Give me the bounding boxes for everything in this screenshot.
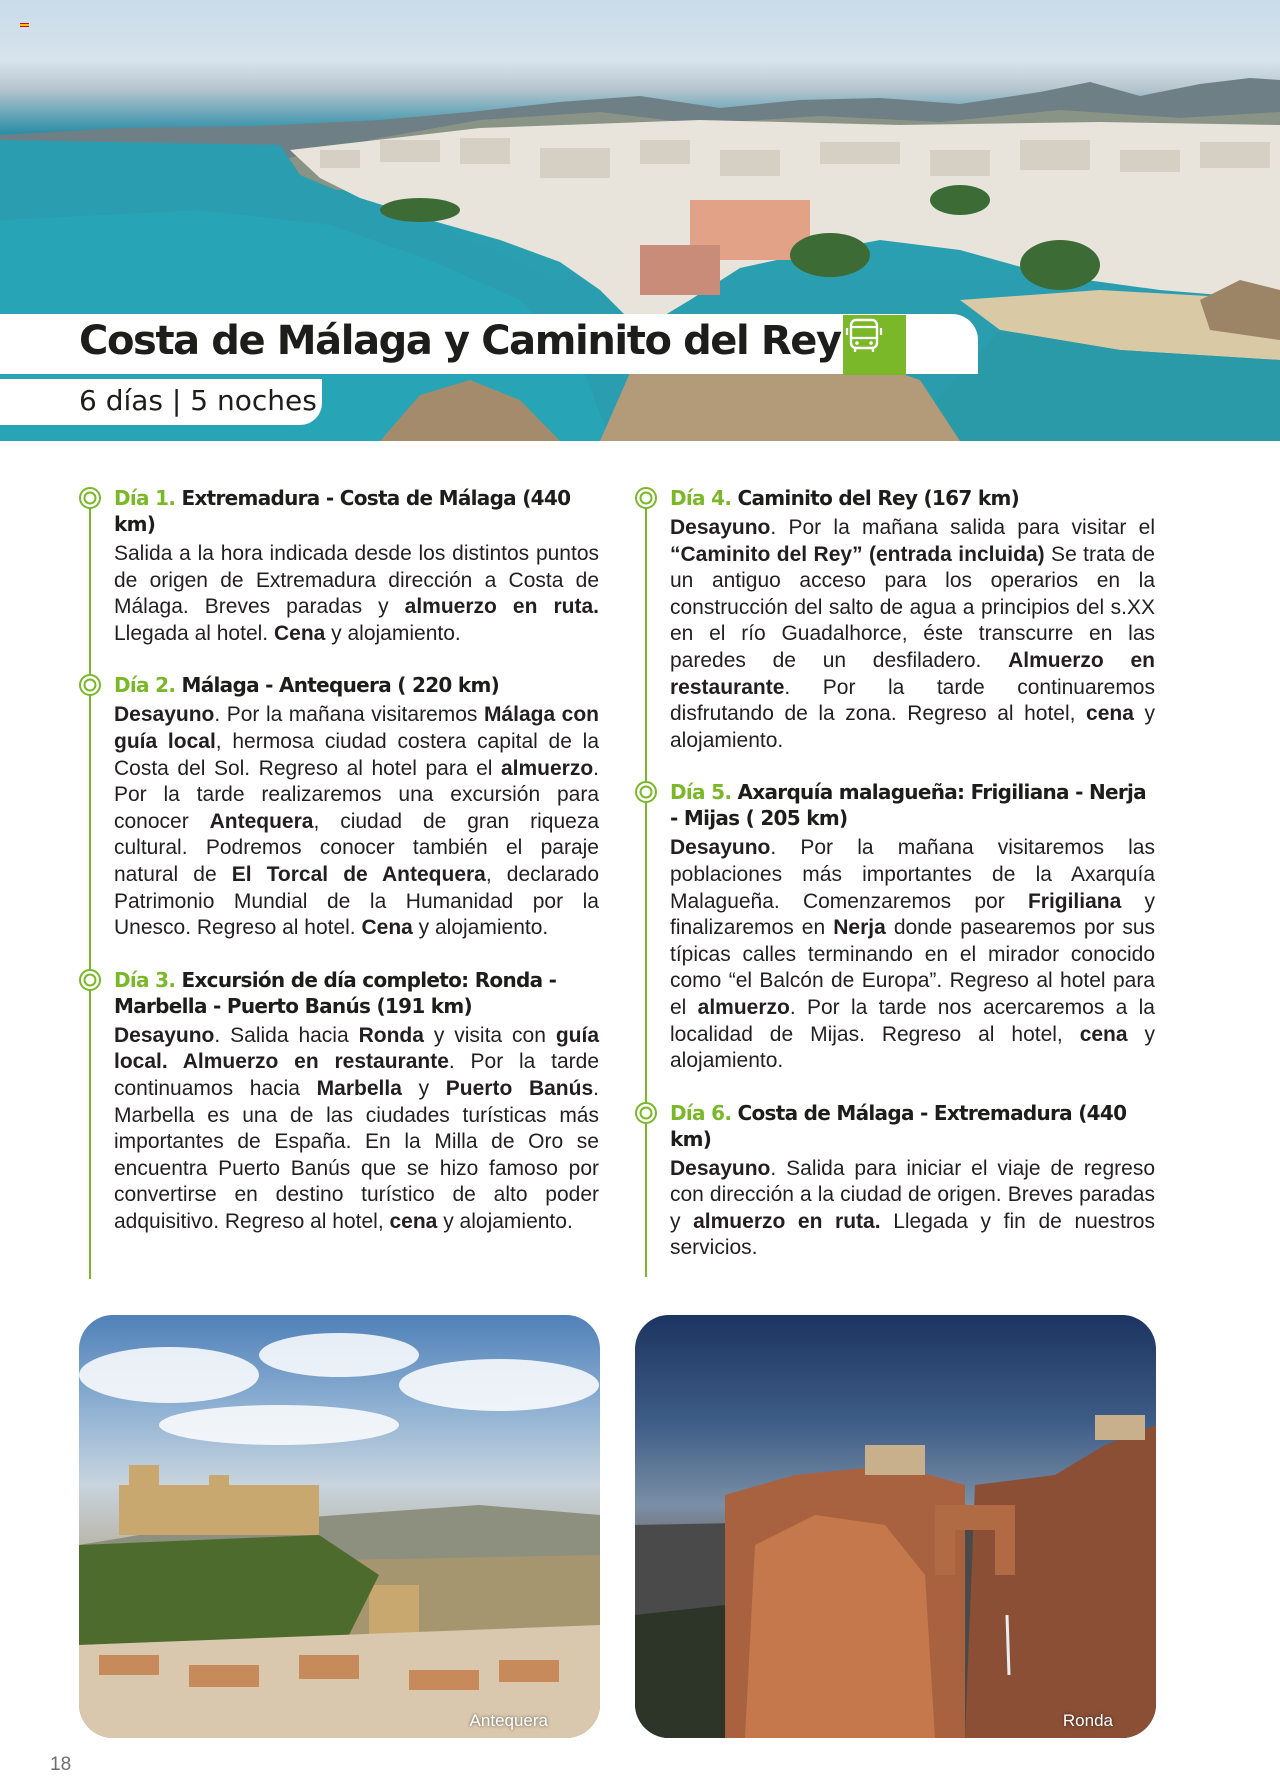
day-title: Extremadura - Costa de Málaga (440 km) [114, 486, 571, 536]
highlight-text: Cena [361, 916, 413, 940]
day-heading [114, 967, 599, 1019]
body-text: , ciudad de gran riqueza cultural. Podremos conocer también el paraje natural de [114, 809, 600, 886]
itinerary-column-left [79, 485, 599, 1263]
day-heading [670, 779, 1155, 831]
body-text: y visita con [423, 1023, 556, 1047]
day-number: Día 2. [114, 673, 176, 698]
highlight-text: “Caminito del Rey” (entrada incluida) [670, 542, 1045, 566]
body-text: . Por la mañana visitaremos [214, 703, 484, 727]
body-text: . Por la mañana salida para visitar el [770, 516, 1155, 539]
day-description [114, 702, 599, 941]
timeline-marker-icon [79, 674, 101, 696]
body-text: Se trata de un antiguo acceso para los operarios en la construcción del salto de agua a principios del s.XX en el río Guadalhorce, éste transcurre en las paredes de un desfiladero. [670, 542, 1155, 672]
highlight-text: Frigiliana [1027, 889, 1122, 913]
body-text: y finalizaremos en [670, 889, 1155, 940]
day-1 [79, 485, 599, 647]
highlight-text: cena [1079, 1022, 1128, 1046]
timeline-marker-icon [635, 487, 657, 509]
highlight-text: Cena [273, 621, 326, 645]
day-3 [79, 967, 599, 1236]
body-text: y alojamiento. [437, 1209, 573, 1233]
body-text: Salida a la hora indicada desde los distintos puntos de origen de Extremadura dirección a Costa de Málaga. Breves paradas y [114, 542, 599, 619]
day-title: Caminito del Rey (167 km) [737, 486, 1020, 510]
spain-flag-icon [20, 23, 29, 28]
body-text: donde pasearemos por sus típicas calles terminando en el mirador conocido como “el Balcón de Europa”. Regreso al hotel para el [670, 916, 1156, 1019]
body-text: . Por la tarde realizaremos una excursión para conocer [114, 756, 599, 833]
body-text: . Salida hacia [214, 1023, 359, 1047]
highlight-text: Desayuno [670, 516, 771, 539]
day-number: Día 4. [670, 486, 732, 510]
highlight-text: El Torcal de Antequera [231, 862, 486, 886]
day-description [114, 1023, 599, 1236]
bus-icon [843, 315, 885, 357]
highlight-text: almuerzo [697, 995, 790, 1019]
day-description [670, 515, 1155, 754]
day-heading [114, 672, 599, 698]
photo-caption: Antequera [469, 1711, 548, 1730]
highlight-text: Ronda [358, 1023, 424, 1047]
body-text: . Por la tarde continuamos hacia [114, 1050, 599, 1100]
body-text: Llegada al hotel. [114, 621, 274, 645]
body-text: y alojamiento. [412, 916, 549, 940]
highlight-text: almuerzo [500, 756, 594, 780]
page-number: 18 [50, 1754, 72, 1775]
day-description [670, 1156, 1155, 1262]
day-5 [635, 779, 1155, 1074]
timeline-marker-icon [79, 487, 101, 509]
body-text: , hermosa ciudad costera capital de la Costa del Sol. Regreso al hotel para el [114, 729, 599, 780]
photo-caption: Ronda [1062, 1711, 1113, 1730]
day-number: Día 1. [114, 486, 176, 510]
body-text: , declarado Patrimonio Mundial de la Humanidad por la Unesco. Regreso al hotel. [114, 862, 600, 940]
day-number: Día 6. [670, 1100, 732, 1125]
timeline-marker-icon [79, 969, 101, 991]
day-2 [79, 672, 599, 941]
ronda-illustration [635, 1315, 1156, 1738]
day-number: Día 3. [114, 967, 176, 992]
body-text: Llegada y fin de nuestros servicios. [670, 1209, 1155, 1260]
timeline-marker-icon [635, 1102, 657, 1124]
day-6 [635, 1100, 1155, 1262]
bus-badge [843, 315, 906, 375]
day-title: Costa de Málaga - Extremadura (440 km) [670, 1100, 1127, 1151]
highlight-text: almuerzo en ruta. [404, 595, 599, 619]
day-title: Málaga - Antequera ( 220 km) [181, 673, 500, 698]
highlight-text: cena [389, 1209, 438, 1233]
highlight-text: Desayuno [670, 836, 771, 860]
body-text: . Por la tarde continuaremos disfrutando de la zona. Regreso al hotel, [670, 675, 1155, 726]
ronda-photo [635, 1315, 1156, 1738]
highlight-text: Málaga con guía local [114, 703, 599, 753]
highlight-text: Marbella [316, 1076, 402, 1100]
page-title: Costa de Málaga y Caminito del Rey [79, 318, 841, 364]
body-text: y alojamiento. [670, 702, 1155, 752]
highlight-text: Puerto Banús [445, 1076, 594, 1100]
itinerary-column-right [635, 485, 1155, 1263]
body-text: . Marbella es una de las ciudades turísticas más importantes de España. En la Milla de Oro se encuentra Puerto Banús que se hizo famoso por convertirse en destino turístico de alto poder adquisitivo. Regreso al hotel, [114, 1076, 599, 1233]
body-text: . Por la tarde nos acercaremos a la localidad de Mijas. Regreso al hotel, [670, 995, 1155, 1046]
day-heading [670, 485, 1155, 511]
body-text: y alojamiento. [670, 1022, 1155, 1073]
highlight-text: Desayuno [114, 1023, 215, 1047]
day-description [114, 541, 599, 647]
coastal-town-illustration [0, 0, 1280, 441]
day-description [670, 835, 1155, 1074]
day-heading [114, 485, 599, 537]
antequera-illustration [79, 1315, 600, 1738]
timeline-marker-icon [635, 781, 657, 803]
body-text: . Salida para iniciar el viaje de regreso con dirección a la ciudad de origen. Breves paradas y [670, 1156, 1155, 1233]
body-text: . Por la mañana visitaremos las poblaciones más importantes de la Axarquía Malagueña. Comenzaremos por [670, 836, 1155, 913]
page-subtitle: 6 días | 5 noches [79, 384, 317, 417]
highlight-text: guía local. Almuerzo en restaurante [114, 1023, 599, 1074]
highlight-text: almuerzo en ruta. [693, 1209, 881, 1233]
day-title: Excursión de día completo: Ronda - Marbella - Puerto Banús (191 km) [114, 967, 557, 1018]
body-text: y [401, 1076, 446, 1100]
highlight-text: Antequera [209, 809, 314, 833]
highlight-text: cena [1086, 702, 1134, 726]
highlight-text: Desayuno [670, 1156, 771, 1180]
highlight-text: Desayuno [114, 703, 215, 727]
day-4 [635, 485, 1155, 754]
body-text: y alojamiento. [325, 621, 461, 645]
day-number: Día 5. [670, 780, 732, 805]
highlight-text: Almuerzo en restaurante [670, 648, 1155, 699]
day-heading [670, 1100, 1155, 1152]
hero-image [0, 0, 1280, 441]
day-title: Axarquía malagueña: Frigiliana - Nerja - Mijas ( 205 km) [670, 780, 1146, 831]
antequera-photo [79, 1315, 600, 1738]
highlight-text: Nerja [833, 916, 886, 940]
